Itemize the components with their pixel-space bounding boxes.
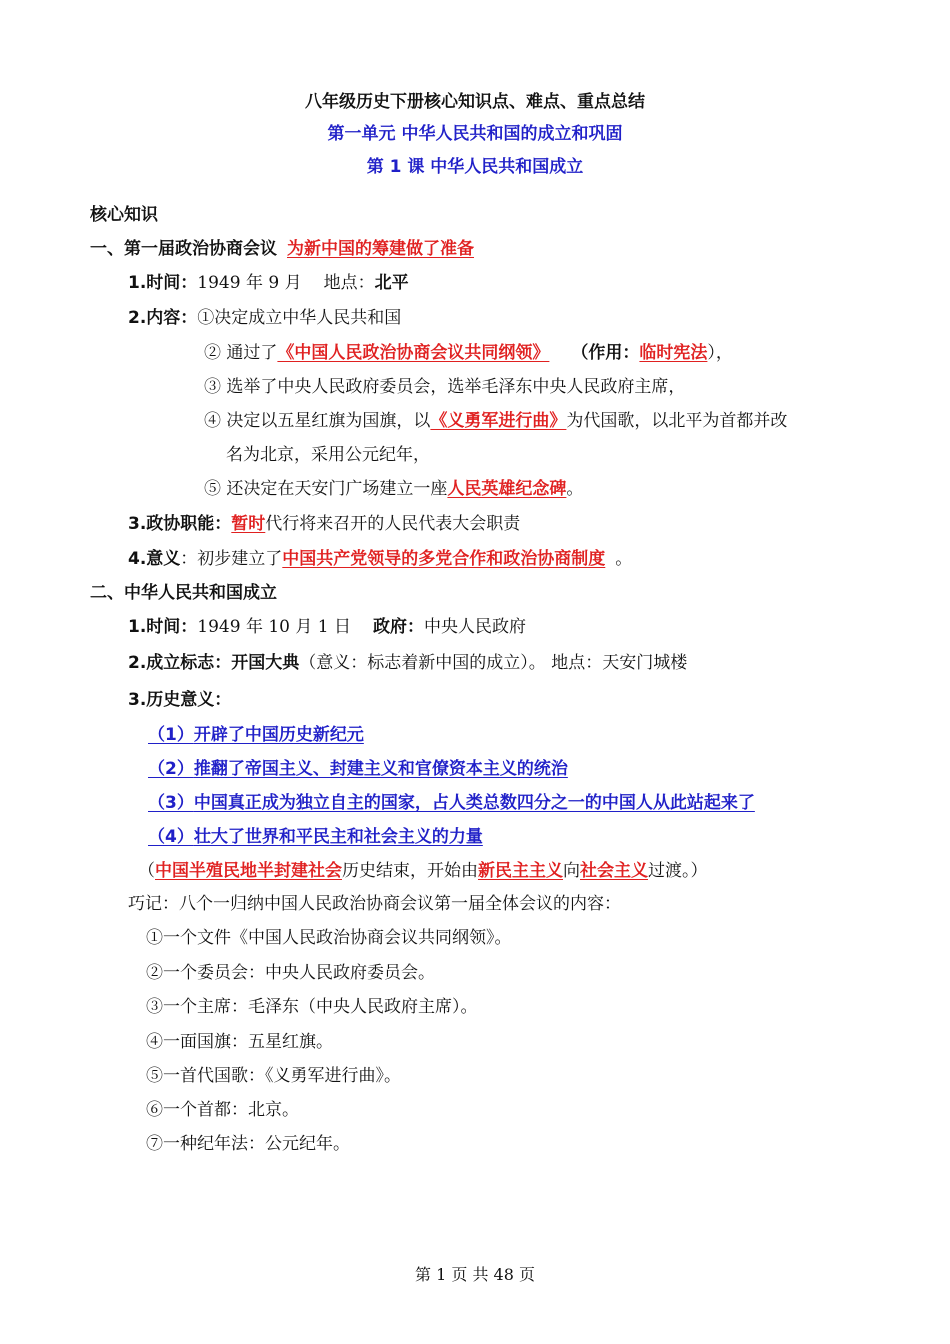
significance-item-1: （1）开辟了中国历史新纪元 (148, 725, 364, 745)
significance-item-3: （3）中国真正成为独立自主的国家，占人类总数四分之一的中国人从此站起来了 (148, 793, 755, 813)
lesson-heading: 第 1 课 中华人民共和国成立 (366, 157, 584, 177)
s1-significance-row: 4.意义：初步建立了中国共产党领导的多党合作和政治协商制度 。 (128, 549, 633, 569)
significance-item-4: （4）壮大了世界和平民主和社会主义的力量 (148, 827, 483, 847)
s1-content-item-4: ④ 决定以五星红旗为国旗，以《义勇军进行曲》为代国歌，以北平为首都并改 (204, 411, 788, 431)
s2-time-row: 1.时间：1949 年 10 月 1 日 政府：中央人民政府 (128, 617, 527, 637)
s1-content-item-4-cont: 名为北京，采用公元纪年， (226, 445, 430, 465)
mnemonic-item: ⑤一首代国歌：《义勇军进行曲》。 (146, 1066, 401, 1086)
section-2-title: 二、中华人民共和国成立 (90, 583, 277, 603)
mnemonic-item: ⑥一个首都：北京。 (146, 1100, 299, 1120)
doc-title: 八年级历史下册核心知识点、难点、重点总结 (305, 92, 645, 112)
multi-party-system: 中国共产党领导的多党合作和政治协商制度 (282, 549, 606, 569)
mnemonic-heading: 巧记：八个一归纳中国人民政治协商会议第一届全体会议的内容： (128, 894, 621, 914)
common-program-title: 《中国人民政治协商会议共同纲领》 (277, 343, 550, 363)
s1-content-row (128, 306, 401, 330)
mnemonic-item: ④一面国旗：五星红旗。 (146, 1032, 333, 1052)
s1-time-row (128, 271, 409, 295)
s1-place-value: 北平 (374, 273, 409, 293)
section-1-title: 一、第一届政治协商会议 (90, 239, 277, 259)
mnemonic-item: ⑦一种纪年法：公元纪年。 (146, 1134, 350, 1154)
anthem-title: 《义勇军进行曲》 (430, 411, 567, 431)
unit-heading: 第一单元 中华人民共和国的成立和巩固 (327, 124, 623, 144)
s1-content-item-5: ⑤ 还决定在天安门广场建立一座人民英雄纪念碑。 (204, 479, 584, 499)
s1-content-item-1: ①决定成立中华人民共和国 (197, 308, 402, 328)
s1-content-item-3: ③ 选举了中央人民政府委员会，选举毛泽东中央人民政府主席， (204, 377, 686, 397)
mnemonic-item: ③一个主席：毛泽东（中央人民政府主席）。 (146, 997, 478, 1017)
s1-content-label: 2.内容： (128, 308, 198, 328)
s1-time-label: 1.时间： (128, 273, 198, 293)
s1-place-label: 地点： (323, 273, 375, 293)
temporary-word: 暂时 (231, 514, 266, 534)
section-1-heading (90, 237, 474, 261)
mnemonic-item: ①一个文件《中国人民政治协商会议共同纲领》。 (146, 928, 512, 948)
s2-transition-note: （中国半殖民地半封建社会历史结束，开始由新民主主义向社会主义过渡。） (138, 861, 708, 881)
page-footer: 第 1 页 共 48 页 (415, 1265, 535, 1284)
s1-time-value: 1949 年 9 月 (197, 273, 302, 293)
s1-function-row: 3.政协职能：暂时代行将来召开的人民代表大会职责 (128, 514, 521, 534)
provisional-constitution: 临时宪法 (639, 343, 708, 363)
mnemonic-item: ②一个委员会：中央人民政府委员会。 (146, 963, 435, 983)
s2-mark-row: 2.成立标志：开国大典（意义：标志着新中国的成立）。 地点：天安门城楼 (128, 653, 688, 673)
core-knowledge-label: 核心知识 (90, 205, 158, 225)
s2-history-label: 3.历史意义： (128, 690, 232, 710)
significance-item-2: （2）推翻了帝国主义、封建主义和官僚资本主义的统治 (148, 759, 568, 779)
s1-content-item-2: ② 通过了《中国人民政治协商会议共同纲领》 （作用：临时宪法）， (204, 343, 733, 363)
section-1-note: 为新中国的筹建做了准备 (287, 239, 474, 259)
monument-name: 人民英雄纪念碑 (447, 479, 567, 499)
